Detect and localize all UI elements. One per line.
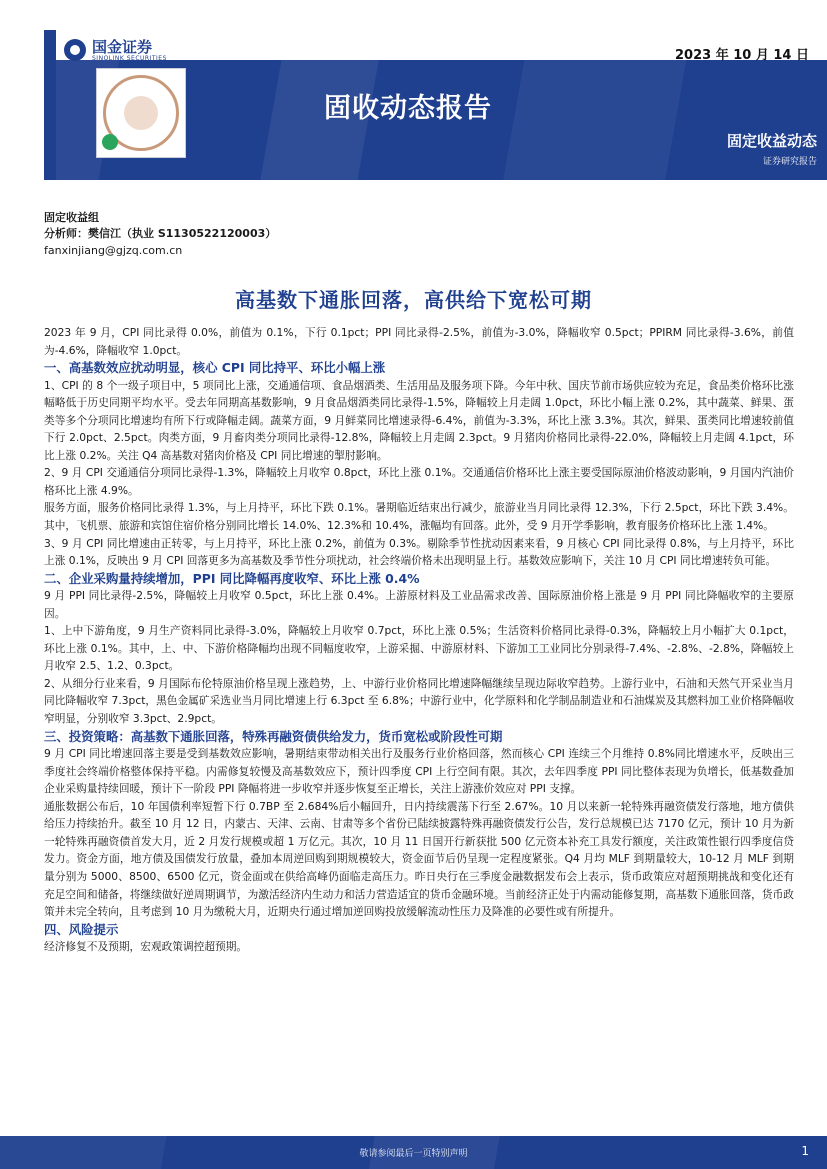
paragraph: 2、9 月 CPI 交通通信分项同比录得-1.3%，降幅较上月收窄 0.8pct，环比上涨 0.1%。交通通信价格环比上涨主要受国际原油价格波动影响，9 月国内汽油价格环比上涨 4.9%。 <box>44 466 794 497</box>
logo-mark-icon <box>64 39 86 61</box>
qr-code-pattern <box>103 75 179 151</box>
section-heading: 三、投资策略：高基数下通胀回落，特殊再融资债供给发力，货币宽松或阶段性可期 <box>44 728 503 744</box>
paragraph: 经济修复不及预期，宏观政策调控超预期。 <box>44 940 248 954</box>
report-header <box>44 30 827 180</box>
paragraph: 3、9 月 CPI 同比增速由正转零，与上月持平，环比上涨 0.2%，前值为 0.3%。剔除季节性扰动因素来看，9 月核心 CPI 同比录得 0.8%，与上月持平，环比上涨 0.1%，反映出 9 月 CPI 回落更多为高基数及季节性分项扰动，社会终端价格未出现明显上行。基数效应影响下，关注 10 月 CPI 同比增速转负可能。 <box>44 536 794 568</box>
wechat-icon <box>102 134 118 150</box>
paragraph: 2、从细分行业来看，9 月国际布伦特原油价格呈现上涨趋势，上、中游行业价格同比增速降幅继续呈现边际收窄趋势。上游行业中，石油和天然气开采业当月同比降幅收窄 7.3pct，黑色金属矿采选业当月同比增速上行 6.3pct 至 6.8%；中游行业中，化学原料和化学制品制造业和石油煤炭及其燃料加工业价格降幅收窄明显，分别收窄 3.3pct、2.9pct。 <box>44 676 794 726</box>
report-body <box>44 324 794 956</box>
paragraph: 1、上中下游角度，9 月生产资料同比录得-3.0%，降幅较上月收窄 0.7pct，环比上涨 0.5%；生活资料价格同比录得-0.3%，降幅较上月小幅扩大 0.1pct，环比上涨 0.1%。其中，上、中、下游价格降幅均出现不同幅度收窄，上游采掘、中游原材料、下游加工工业同比分别录得-7.4%、-2.8%、-2.8%，降幅较上月收窄 2.5、1.2、0.3pct。 <box>44 624 794 673</box>
analyst-email[interactable]: fanxinjiang@gjzq.com.cn <box>44 244 183 257</box>
page-footer <box>0 1136 827 1169</box>
logo-name-en: SINOLINK SECURITIES <box>92 54 167 62</box>
page-number: 1 <box>801 1144 809 1158</box>
company-logo <box>64 36 167 64</box>
report-subtitle: 证券研究报告 <box>762 157 817 167</box>
intro-paragraph: 2023 年 9 月，CPI 同比录得 0.0%，前值为 0.1%，下行 0.1pct；PPI 同比录得-2.5%，前值为-3.0%，降幅收窄 0.5pct；PPIRM 同比录得-3.6%，前值为-4.6%，降幅收窄 1.0pct。 <box>44 326 794 357</box>
main-title: 高基数下通胀回落，高供给下宽松可期 <box>235 288 592 312</box>
paragraph: 9 月 CPI 同比增速回落主要是受到基数效应影响，暑期结束带动相关出行及服务行业价格回落，然而核心 CPI 连续三个月维持 0.8%同比增速水平，反映出三季度社会终端价格整体保持平稳。内需修复较慢及高基数效应下，预计四季度 CPI 上行空间有限。其次，去年四季度 PPI 同比整体表现为负增长，低基数叠加企业采购量持续回暖，预计下一阶段 PPI 降幅将进一步收窄并逐步恢复至正增长，关注上游涨价效应对 PPI 支撑。 <box>44 747 794 796</box>
report-type: 固定收益动态 <box>726 132 817 150</box>
paragraph: 通胀数据公布后，10 年国债利率短暂下行 0.7BP 至 2.684%后小幅回升，日内持续震荡下行至 2.67%。10 月以来新一轮特殊再融资债发行落地，地方债供给压力持续抬升。截至 10 月 12 日，内蒙古、天津、云南、甘肃等多个省份已陆续披露特殊再融资债发行公告，发行总规模已达 7170 亿元，预计 10 月为新一轮特殊再融资债首发大月，近 2 月发行规模或超 1 万亿元。其次，10 月 11 日国开行新获批 500 亿元资本补充工具发行额度，关注政策性银行四季度信贷发力。资金方面，地方债及国债发行放量，叠加本周逆回购到期规模较大，资金面节后仍呈现一定程度紧张。Q4 月均 MLF 到期量较大，10-12 月 MLF 到期量分别为 5000、8500、6500 亿元，资金面或在供给高峰仍面临走高压力。昨日央行在三季度金融数据发布会上表示，货币政策应对超预期挑战和变化还有充足空间和储备，将继续做好逆周期调节，为激活经济内生动力和活力营造适宜的货币金融环境。当前经济正处于内需动能修复期，高基数下通胀回落，货币政策并未完全转向，且考虑到 10 月为缴税大月，近期央行通过增加逆回购投放缓解流动性压力及降准的必要性或有所提升。 <box>44 799 794 919</box>
research-group: 固定收益组 <box>44 211 99 224</box>
analyst-name: 分析师：樊信江（执业 S1130522120003） <box>44 227 277 240</box>
section-heading: 二、企业采购量持续增加，PPI 同比降幅再度收窄、环比上涨 0.4% <box>44 570 420 586</box>
header-left-stripe <box>44 30 56 180</box>
report-series-title: 固收动态报告 <box>324 93 492 124</box>
paragraph: 1、CPI 的 8 个一级子项目中，5 项同比上涨，交通通信项、食品烟酒类、生活用品及服务项下降。今年中秋、国庆节前市场供应较为充足，食品类价格环比涨幅略低于历史同期平均水平。受去年同期高基数影响，9 月食品烟酒类同比录得-1.5%，降幅较上月走阔 1.0pct，环比小幅上涨 0.2%，其中蔬菜、鲜果、蛋类等多个分项同比增速均有所下行或降幅走阔。蔬菜方面，9 月鲜菜同比增速录得-6.4%，前值为-3.3%，环比上涨 3.3%。其次，鲜果、蛋类同比增速较前值下行 2.0pct、2.5pct。肉类方面，9 月畜肉类分项同比录得-12.8%，降幅较上月走阔 2.3pct。9 月猪肉价格同比录得-22.0%，降幅较上月走阔 4.1pct，环比上涨 0.2%。关注 Q4 高基数对猪肉价格及 CPI 同比增速的掣肘影响。 <box>44 378 794 462</box>
author-info <box>44 210 276 242</box>
logo-name-cn: 国金证券 <box>92 37 153 56</box>
section-heading: 四、风险提示 <box>44 921 119 937</box>
qr-code-icon <box>96 68 186 158</box>
section-heading: 一、高基数效应扰动明显，核心 CPI 同比持平、环比小幅上涨 <box>44 360 386 376</box>
disclaimer-link[interactable]: 敬请参阅最后一页特别声明 <box>359 1149 468 1159</box>
paragraph: 9 月 PPI 同比录得-2.5%，降幅较上月收窄 0.5pct，环比上涨 0.4%。上游原材料及工业品需求改善、国际原油价格上涨是 9 月 PPI 同比降幅收窄的主要原因。 <box>44 589 794 620</box>
report-date: 2023 年 10 月 14 日 <box>675 48 809 63</box>
paragraph: 服务方面，服务价格同比录得 1.3%，与上月持平，环比下跌 0.1%。暑期临近结束出行减少，旅游业当月同比录得 12.3%，下行 2.5pct，环比下跌 3.4%。其中，飞机票、旅游和宾馆住宿价格分别同比增长 14.0%、12.3%和 10.4%，涨幅均有回落。此外，受 9 月开学季影响，教育服务价格环比上涨 1.4%。 <box>44 501 794 533</box>
